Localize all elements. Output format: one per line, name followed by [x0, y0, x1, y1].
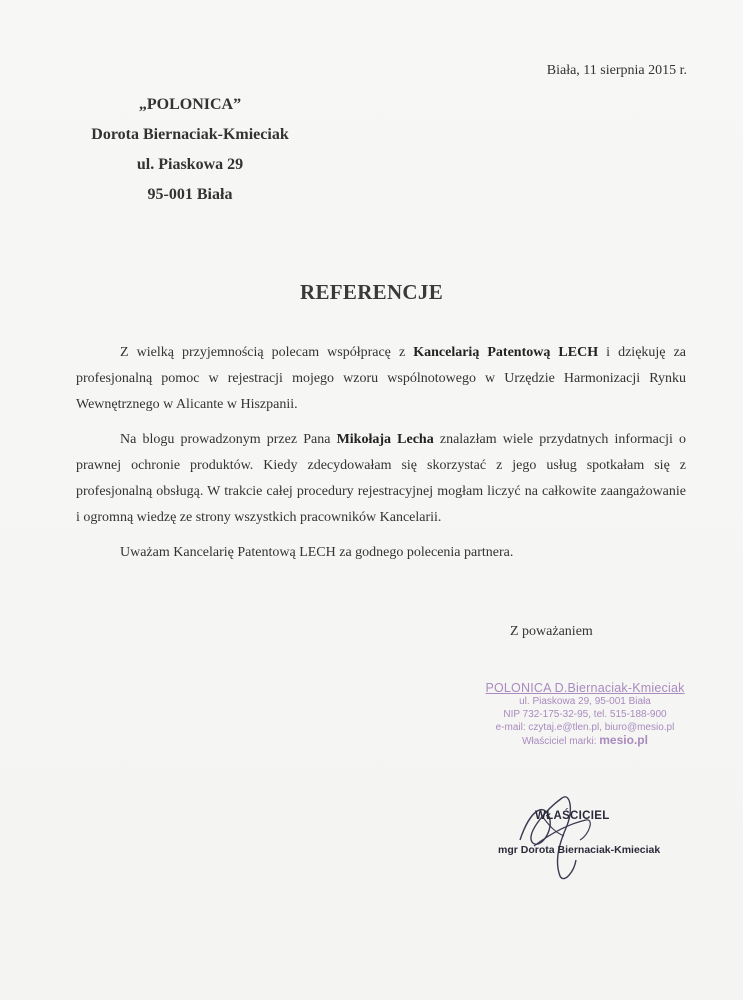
closing-text: Z poważaniem [510, 624, 593, 639]
signature-name: mgr Dorota Biernaciak-Kmieciak [498, 844, 661, 856]
paragraph-3: Uważam Kancelarię Patentową LECH za godnego polecenia partnera. [120, 545, 514, 560]
letter-body [76, 340, 686, 575]
company-stamp [470, 682, 700, 748]
sender-city: 95-001 Biała [147, 186, 233, 203]
stamp-line-nip: NIP 732-175-32-95, tel. 515-188-900 [503, 709, 667, 720]
signature-role: WŁAŚCICIEL [535, 810, 610, 822]
sender-street: ul. Piaskowa 29 [136, 156, 244, 173]
letter-title: REFERENCJE [299, 280, 444, 304]
sender-name: Dorota Biernaciak-Kmieciak [91, 126, 289, 143]
sender-company: „POLONICA” [138, 96, 242, 113]
letter-date: Biała, 11 sierpnia 2015 r. [546, 63, 687, 78]
stamp-line-email: e-mail: czytaj.e@tlen.pl, biuro@mesio.pl [495, 722, 675, 733]
paragraph-1-text-c: i dziękuję za profesjonalną pomoc w rejestracji mojego wzoru wspólnotowego w Urzędzie Harmonizacji Rynku Wewnętrznego w Alicante w Hiszpanii. [76, 345, 686, 412]
stamp-line-owner [470, 734, 700, 748]
sender-block [70, 90, 310, 210]
paragraph-2 [76, 427, 686, 531]
stamp-brand: mesio.pl [599, 733, 648, 747]
paragraph-1-bold: Kancelarią Patentową LECH [413, 345, 599, 360]
paragraph-2-text-c: znalazłam wiele przydatnych informacji o prawnej ochronie produktów. Kiedy zdecydowałam się skorzystać z jego usług spotkałam się z profesjonalną obsługą. W trakcie całej procedury rejestracyjnej mogłam liczyć na całkowite zaangażowanie i ogromną wiedzę ze strony wszystkich pracowników Kancelarii. [76, 432, 686, 525]
paragraph-1 [76, 340, 686, 418]
stamp-owner-prefix: Właściciel marki: [522, 736, 600, 747]
stamp-line-address: ul. Piaskowa 29, 95-001 Biała [519, 696, 651, 707]
paragraph-2-bold: Mikołaja Lecha [336, 432, 434, 447]
stamp-line-company: POLONICA D.Biernaciak-Kmieciak [485, 681, 685, 695]
paragraph-1-text-a: Z wielką przyjemnością polecam współpracę z [120, 345, 414, 360]
signature-block [490, 780, 690, 890]
handwritten-signature [490, 780, 690, 890]
paragraph-2-text-a: Na blogu prowadzonym przez Pana [120, 432, 337, 447]
